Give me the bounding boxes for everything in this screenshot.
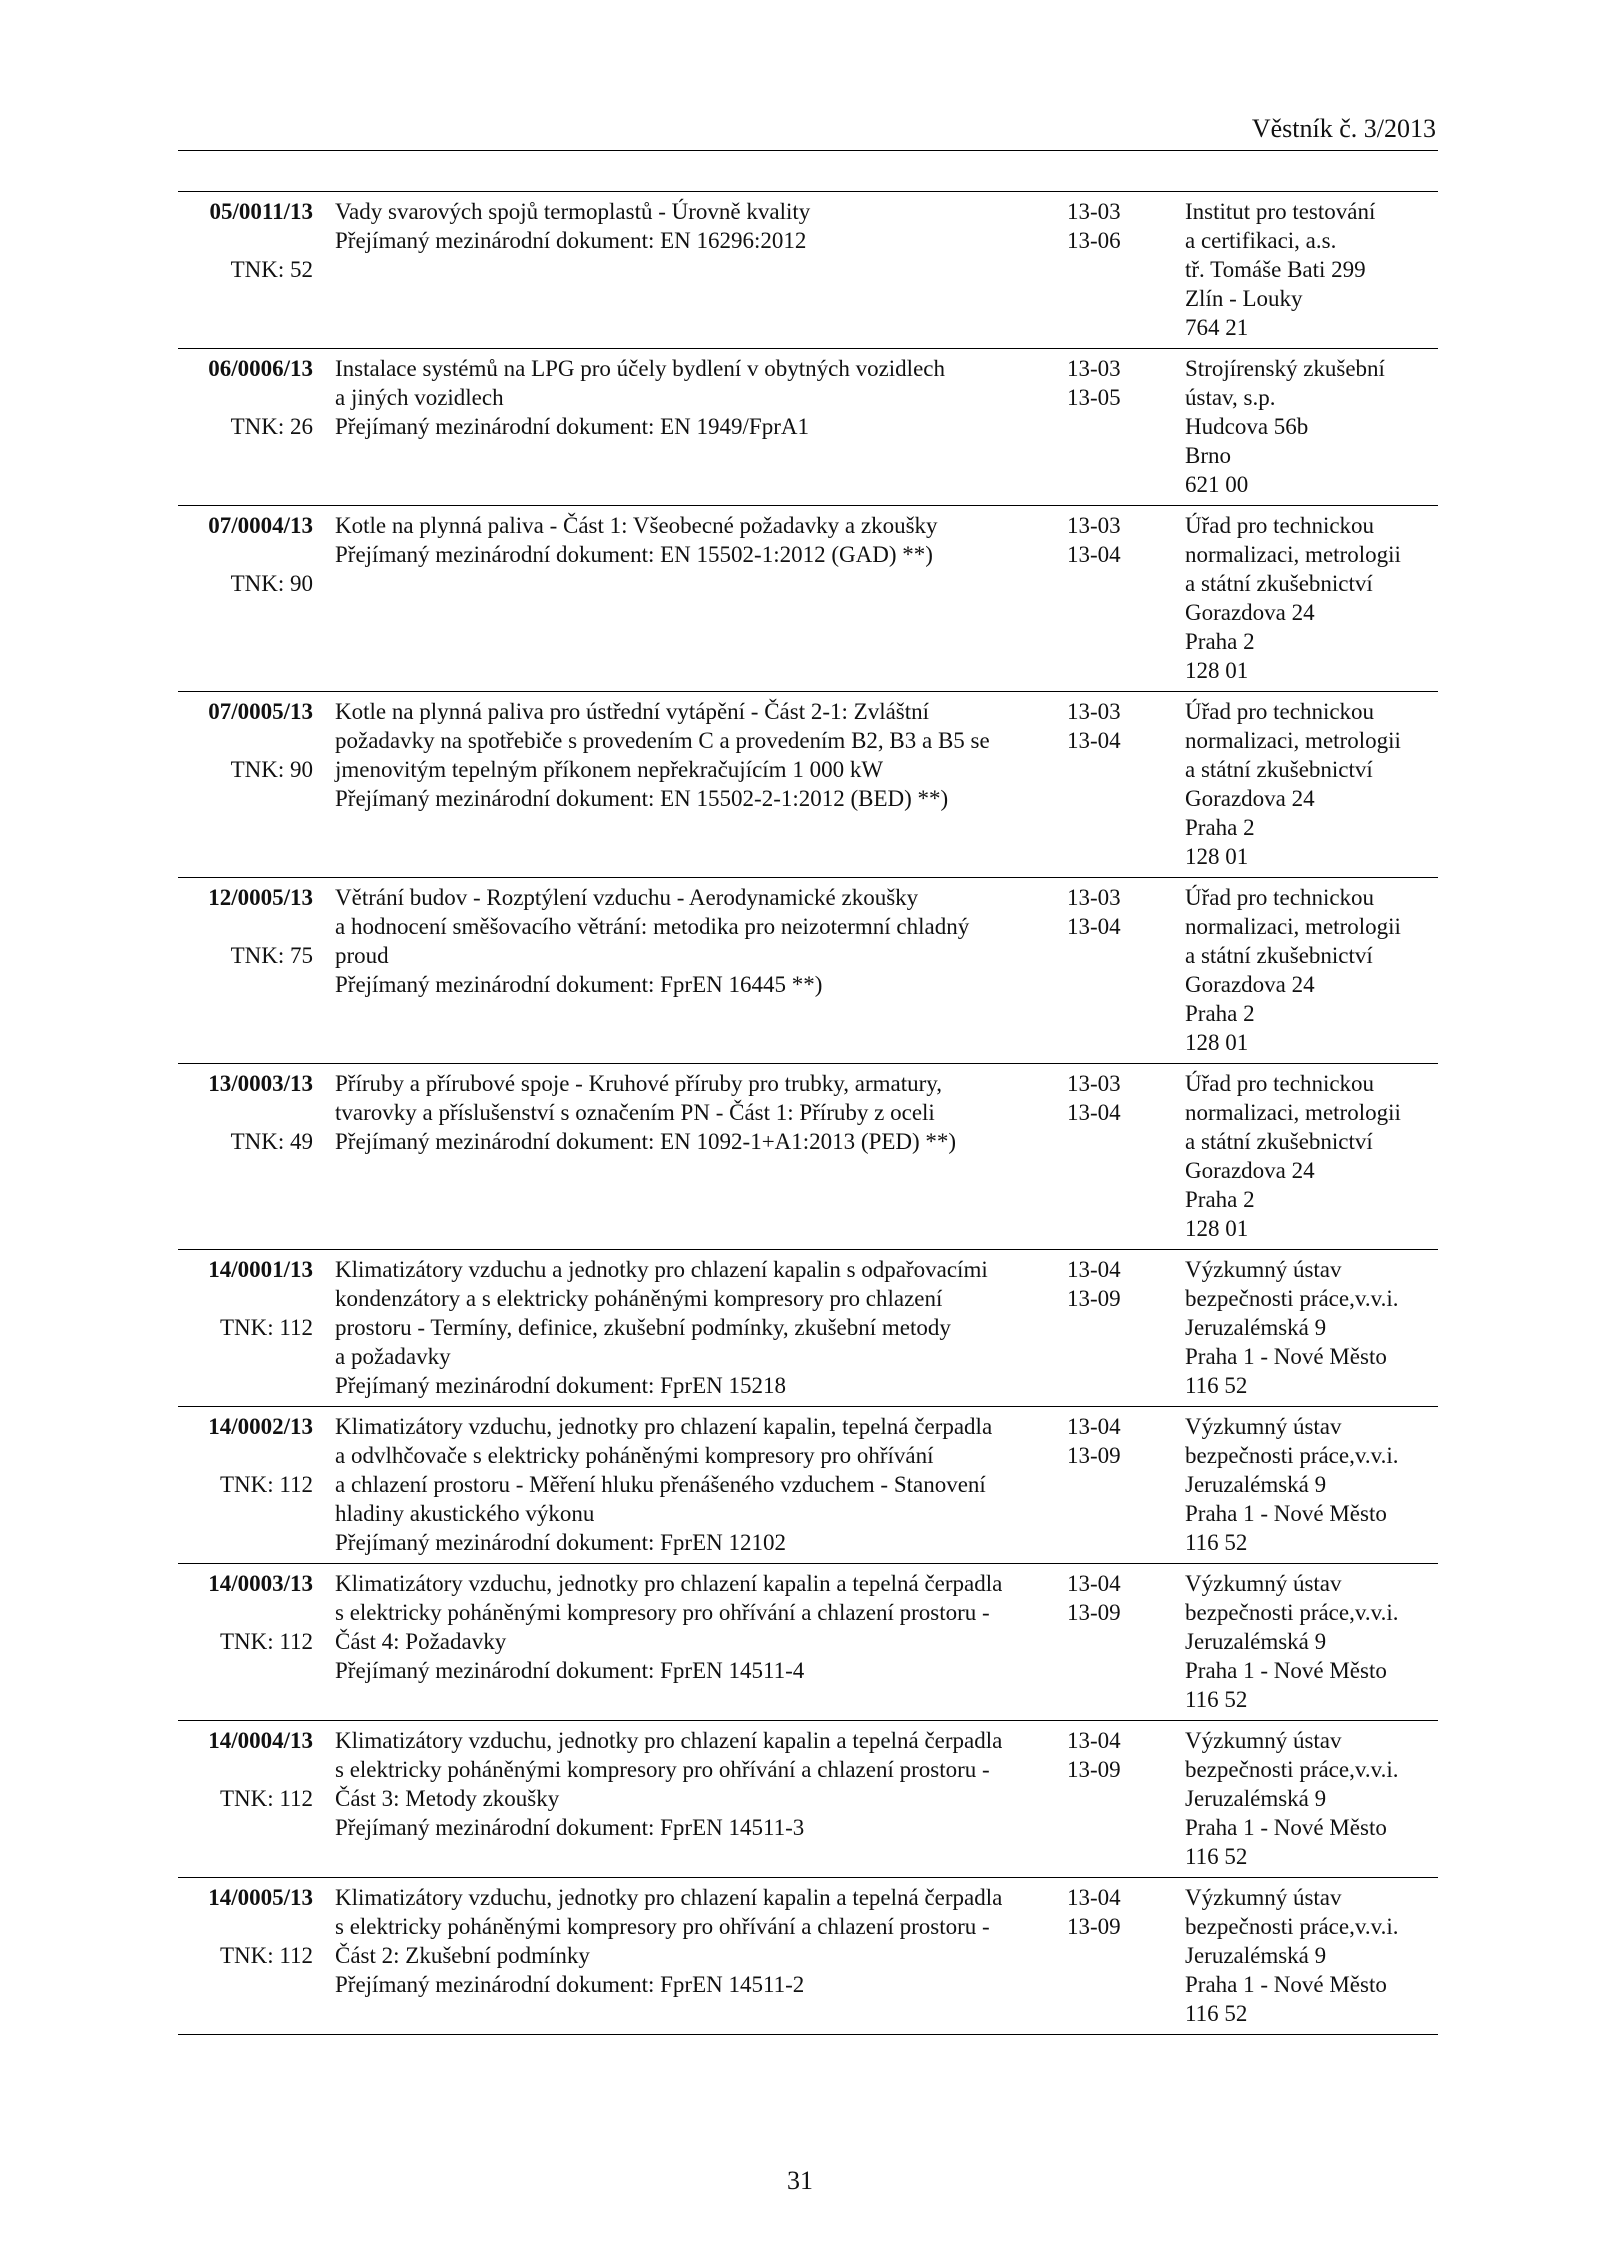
entry-institution-cell [1185,506,1438,692]
entry-title-line: Přejímaný mezinárodní dokument: FprEN 14511-2 [335,1972,805,1997]
entry-institution-line: Brno [1185,443,1231,468]
entry-institution-line: Gorazdova 24 [1185,972,1315,997]
entry-codes-cell [1067,692,1185,878]
entry-code: 13-09 [1067,1757,1121,1782]
entry-code: 13-05 [1067,385,1121,410]
entry-code: 13-03 [1067,885,1121,910]
entry-title-line: Část 3: Metody zkoušky [335,1786,560,1811]
entry-institution-line: a státní zkušebnictví [1185,943,1373,968]
entry-institution-cell [1185,1564,1438,1721]
entry-institution-line: normalizaci, metrologii [1185,1100,1401,1125]
entry-institution-line: Institut pro testování [1185,199,1376,224]
entry-title-line: jmenovitým tepelným příkonem nepřekračujícím 1 000 kW [335,757,884,782]
entry-tnk: TNK: 90 [230,757,313,782]
bulletin-title: Věstník č. 3/2013 [1251,114,1436,143]
entry-title-line: Klimatizátory vzduchu, jednotky pro chlazení kapalin a tepelná čerpadla [335,1885,1003,1910]
entry-title-line: Větrání budov - Rozptýlení vzduchu - Aerodynamické zkoušky [335,885,919,910]
entry-institution-line: Úřad pro technickou [1185,1071,1375,1096]
entry-id: 12/0005/13 [208,885,313,910]
entry-institution-line: a státní zkušebnictví [1185,1129,1373,1154]
entry-id: 13/0003/13 [208,1071,313,1096]
entry-institution-line: 128 01 [1185,1030,1249,1055]
entry-institution-line: Praha 1 - Nové Město [1185,1658,1387,1683]
entry-title-cell [331,1250,1067,1407]
entry-title-cell [331,1407,1067,1564]
entry-title-line: požadavky na spotřebiče s provedením C a provedením B2, B3 a B5 se [335,728,990,753]
entry-title-line: s elektricky poháněnými kompresory pro ohřívání a chlazení prostoru - [335,1914,990,1939]
entry-tnk: TNK: 26 [230,414,313,439]
entry-id-cell [178,1250,331,1407]
entry-title-line: Přejímaný mezinárodní dokument: EN 1092-1+A1:2013 (PED) **) [335,1129,957,1154]
entry-title-line: Klimatizátory vzduchu a jednotky pro chlazení kapalin s odpařovacími [335,1257,988,1282]
entry-institution-cell [1185,1407,1438,1564]
entry-title-line: Přejímaný mezinárodní dokument: FprEN 14511-4 [335,1658,805,1683]
entry-codes-cell [1067,1721,1185,1878]
entry-tnk: TNK: 52 [230,257,313,282]
entry-institution-line: Výzkumný ústav [1185,1885,1342,1910]
entry-title-line: Kotle na plynná paliva pro ústřední vytápění - Část 2-1: Zvláštní [335,699,930,724]
entry-institution-line: Praha 1 - Nové Město [1185,1972,1387,1997]
table-row [178,1721,1438,1878]
entry-code: 13-04 [1067,1571,1121,1596]
entry-code: 13-04 [1067,1257,1121,1282]
entry-institution-line: Úřad pro technickou [1185,885,1375,910]
entry-institution-line: bezpečnosti práce,v.v.i. [1185,1914,1399,1939]
entry-title-line: tvarovky a příslušenství s označením PN - Část 1: Příruby z oceli [335,1100,935,1125]
entry-institution-line: Jeruzalémská 9 [1185,1315,1327,1340]
entry-institution-line: normalizaci, metrologii [1185,542,1401,567]
entry-title-line: Přejímaný mezinárodní dokument: EN 15502-1:2012 (GAD) **) [335,542,933,567]
entry-institution-line: Výzkumný ústav [1185,1571,1342,1596]
entry-institution-cell [1185,1250,1438,1407]
entry-institution-line: 621 00 [1185,472,1249,497]
entry-title-line: Přejímaný mezinárodní dokument: EN 15502-2-1:2012 (BED) **) [335,786,949,811]
entry-institution-line: tř. Tomáše Bati 299 [1185,257,1366,282]
entry-institution-line: Strojírenský zkušební [1185,356,1385,381]
entry-tnk: TNK: 112 [219,1943,313,1968]
table-row [178,1564,1438,1721]
entry-institution-cell [1185,349,1438,506]
entry-code: 13-09 [1067,1286,1121,1311]
entry-institution-line: Výzkumný ústav [1185,1414,1342,1439]
entry-institution-cell [1185,878,1438,1064]
entry-id: 14/0005/13 [208,1885,313,1910]
entry-institution-line: 128 01 [1185,1216,1249,1241]
entry-code: 13-04 [1067,1100,1121,1125]
entry-title-line: Klimatizátory vzduchu, jednotky pro chlazení kapalin, tepelná čerpadla [335,1414,993,1439]
entry-codes-cell [1067,506,1185,692]
entry-institution-line: bezpečnosti práce,v.v.i. [1185,1286,1399,1311]
entry-title-line: Přejímaný mezinárodní dokument: FprEN 16445 **) [335,972,823,997]
entry-code: 13-04 [1067,728,1121,753]
entry-title-cell [331,192,1067,349]
entry-title-line: kondenzátory a s elektricky poháněnými kompresory pro chlazení [335,1286,943,1311]
table-row [178,692,1438,878]
entry-title-cell [331,349,1067,506]
entry-title-cell [331,506,1067,692]
table-row [178,1064,1438,1250]
entry-code: 13-03 [1067,1071,1121,1096]
entry-institution-line: Praha 1 - Nové Město [1185,1344,1387,1369]
entry-institution-line: 128 01 [1185,844,1249,869]
entry-tnk: TNK: 112 [219,1472,313,1497]
entry-id-cell [178,878,331,1064]
entry-institution-line: 764 21 [1185,315,1249,340]
entry-codes-cell [1067,1407,1185,1564]
entry-institution-line: bezpečnosti práce,v.v.i. [1185,1757,1399,1782]
entry-title-line: Přejímaný mezinárodní dokument: EN 1949/FprA1 [335,414,809,439]
entry-tnk: TNK: 112 [219,1315,313,1340]
entry-title-line: a hodnocení směšovacího větrání: metodika pro neizotermní chladný [335,914,970,939]
entry-institution-line: ústav, s.p. [1185,385,1276,410]
entry-title-line: a jiných vozidlech [335,385,504,410]
entry-institution-line: Jeruzalémská 9 [1185,1786,1327,1811]
entry-institution-cell [1185,192,1438,349]
entry-title-line: Kotle na plynná paliva - Část 1: Všeobecné požadavky a zkoušky [335,513,938,538]
entry-title-line: hladiny akustického výkonu [335,1501,595,1526]
entry-title-line: s elektricky poháněnými kompresory pro ohřívání a chlazení prostoru - [335,1600,990,1625]
entry-id: 05/0011/13 [209,199,313,224]
entry-title-cell [331,692,1067,878]
entry-code: 13-04 [1067,1414,1121,1439]
entry-codes-cell [1067,349,1185,506]
entry-codes-cell [1067,1564,1185,1721]
entry-code: 13-06 [1067,228,1121,253]
standards-table [178,191,1438,2035]
entry-institution-line: Úřad pro technickou [1185,699,1375,724]
entry-institution-line: a státní zkušebnictví [1185,571,1373,596]
entry-institution-cell [1185,692,1438,878]
entry-code: 13-04 [1067,914,1121,939]
entry-id: 07/0004/13 [208,513,313,538]
entry-institution-line: Úřad pro technickou [1185,513,1375,538]
table-row [178,192,1438,349]
entry-institution-line: Praha 1 - Nové Město [1185,1815,1387,1840]
entry-tnk: TNK: 112 [219,1629,313,1654]
entry-id: 14/0002/13 [208,1414,313,1439]
standards-table-body [178,192,1438,2035]
entry-institution-line: bezpečnosti práce,v.v.i. [1185,1443,1399,1468]
entry-codes-cell [1067,1250,1185,1407]
entry-title-line: Přejímaný mezinárodní dokument: FprEN 12102 [335,1530,786,1555]
entry-code: 13-03 [1067,699,1121,724]
entry-institution-line: 116 52 [1185,1373,1248,1398]
entry-title-line: a odvlhčovače s elektricky poháněnými kompresory pro ohřívání [335,1443,934,1468]
entry-codes-cell [1067,878,1185,1064]
entry-code: 13-09 [1067,1914,1121,1939]
entry-institution-line: Gorazdova 24 [1185,1158,1315,1183]
entry-id-cell [178,1721,331,1878]
table-row [178,878,1438,1064]
entry-institution-line: Praha 2 [1185,629,1255,654]
entry-institution-line: a certifikaci, a.s. [1185,228,1337,253]
entry-institution-line: 116 52 [1185,2001,1248,2026]
entry-title-line: Část 4: Požadavky [335,1629,507,1654]
entry-institution-line: 116 52 [1185,1844,1248,1869]
entry-institution-line: Výzkumný ústav [1185,1257,1342,1282]
entry-institution-line: Praha 2 [1185,1001,1255,1026]
entry-id: 14/0003/13 [208,1571,313,1596]
entry-title-line: a požadavky [335,1344,451,1369]
entry-title-line: proud [335,943,389,968]
entry-codes-cell [1067,1064,1185,1250]
entry-tnk: TNK: 49 [230,1129,313,1154]
entry-id-cell [178,192,331,349]
entry-institution-cell [1185,1721,1438,1878]
entry-title-line: Klimatizátory vzduchu, jednotky pro chlazení kapalin a tepelná čerpadla [335,1728,1003,1753]
table-row [178,349,1438,506]
entry-id-cell [178,506,331,692]
entry-id-cell [178,349,331,506]
page-header [178,110,1438,151]
entry-title-line: Klimatizátory vzduchu, jednotky pro chlazení kapalin a tepelná čerpadla [335,1571,1003,1596]
entry-code: 13-03 [1067,199,1121,224]
entry-title-cell [331,1564,1067,1721]
entry-institution-line: Hudcova 56b [1185,414,1309,439]
entry-id-cell [178,1407,331,1564]
entry-code: 13-04 [1067,1885,1121,1910]
entry-title-line: Přejímaný mezinárodní dokument: FprEN 14511-3 [335,1815,805,1840]
entry-title-line: Přejímaný mezinárodní dokument: EN 16296:2012 [335,228,807,253]
entry-code: 13-03 [1067,356,1121,381]
entry-institution-line: bezpečnosti práce,v.v.i. [1185,1600,1399,1625]
entry-title-cell [331,1064,1067,1250]
entry-title-line: Instalace systémů na LPG pro účely bydlení v obytných vozidlech [335,356,945,381]
entry-id-cell [178,1564,331,1721]
entry-title-line: s elektricky poháněnými kompresory pro ohřívání a chlazení prostoru - [335,1757,990,1782]
entry-codes-cell [1067,192,1185,349]
entry-title-cell [331,1721,1067,1878]
entry-title-cell [331,1878,1067,2035]
entry-code: 13-09 [1067,1600,1121,1625]
entry-title-cell [331,878,1067,1064]
entry-institution-cell [1185,1878,1438,2035]
entry-institution-line: Praha 2 [1185,1187,1255,1212]
entry-id-cell [178,1878,331,2035]
entry-id: 14/0001/13 [208,1257,313,1282]
entry-institution-line: Jeruzalémská 9 [1185,1943,1327,1968]
entry-code: 13-04 [1067,1728,1121,1753]
entry-title-line: Přejímaný mezinárodní dokument: FprEN 15218 [335,1373,786,1398]
entry-code: 13-09 [1067,1443,1121,1468]
table-row [178,1878,1438,2035]
entry-code: 13-04 [1067,542,1121,567]
page-number: 31 [787,2166,813,2195]
entry-id: 14/0004/13 [208,1728,313,1753]
entry-institution-line: 116 52 [1185,1530,1248,1555]
table-row [178,1250,1438,1407]
entry-title-line: Příruby a přírubové spoje - Kruhové příruby pro trubky, armatury, [335,1071,943,1096]
entry-institution-line: Výzkumný ústav [1185,1728,1342,1753]
entry-code: 13-03 [1067,513,1121,538]
entry-institution-line: Gorazdova 24 [1185,600,1315,625]
entry-institution-line: Jeruzalémská 9 [1185,1472,1327,1497]
entry-id: 07/0005/13 [208,699,313,724]
entry-id: 06/0006/13 [208,356,313,381]
entry-institution-line: Zlín - Louky [1185,286,1303,311]
entry-institution-line: a státní zkušebnictví [1185,757,1373,782]
entry-title-line: prostoru - Termíny, definice, zkušební podmínky, zkušební metody [335,1315,951,1340]
entry-tnk: TNK: 112 [219,1786,313,1811]
entry-institution-cell [1185,1064,1438,1250]
entry-title-line: Vady svarových spojů termoplastů - Úrovně kvality [335,199,811,224]
table-row [178,1407,1438,1564]
entry-codes-cell [1067,1878,1185,2035]
entry-id-cell [178,692,331,878]
table-row [178,506,1438,692]
entry-institution-line: Praha 2 [1185,815,1255,840]
entry-title-line: a chlazení prostoru - Měření hluku přenášeného vzduchem - Stanovení [335,1472,986,1497]
entry-institution-line: 116 52 [1185,1687,1248,1712]
entry-title-line: Část 2: Zkušební podmínky [335,1943,590,1968]
entry-tnk: TNK: 75 [230,943,313,968]
entry-institution-line: 128 01 [1185,658,1249,683]
entry-tnk: TNK: 90 [230,571,313,596]
entry-institution-line: normalizaci, metrologii [1185,728,1401,753]
entry-institution-line: Praha 1 - Nové Město [1185,1501,1387,1526]
entry-institution-line: Jeruzalémská 9 [1185,1629,1327,1654]
entry-id-cell [178,1064,331,1250]
entry-institution-line: Gorazdova 24 [1185,786,1315,811]
entry-institution-line: normalizaci, metrologii [1185,914,1401,939]
